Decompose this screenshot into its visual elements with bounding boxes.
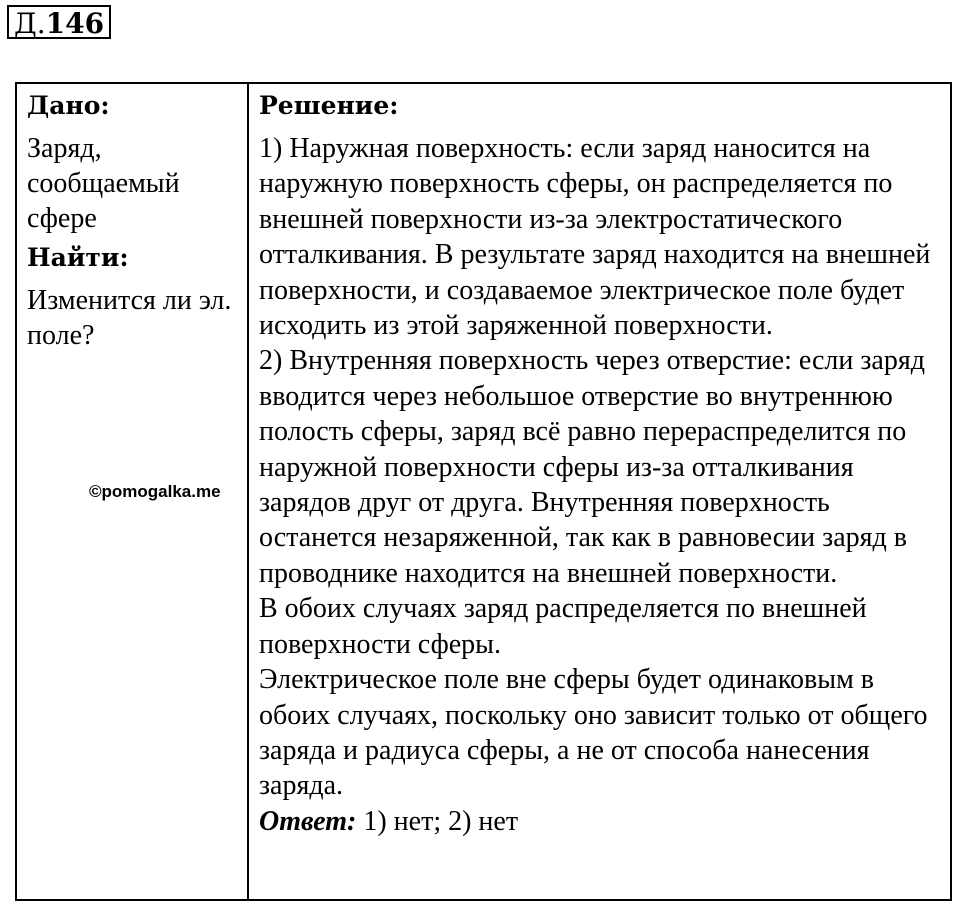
find-text: Изменится ли эл. поле?: [27, 285, 232, 351]
task-number: 146: [45, 7, 105, 40]
solution-paragraph-both: В обоих случаях заряд распределяется по внешней поверхности сферы.: [259, 593, 867, 660]
answer-text: 1) нет; 2) нет: [356, 805, 519, 837]
solution-table: [15, 82, 952, 901]
solution-paragraph-inner: 2) Внутренняя поверхность через отверстие: если заряд вводится через небольшое отверстие во внутреннюю полость сферы, заряд всё равно перераспределится по наружной поверхности сферы из-за отталкивания зарядов друг от друга. Внутренняя поверхность останется незаряженной, так как в равновесии заряд в проводнике находится на внешней поверхности.: [259, 345, 925, 589]
given-column: [27, 88, 242, 353]
solution-paragraph-field: Электрическое поле вне сферы будет одинаковым в обоих случаях, поскольку оно зависит только от общего заряда и радиуса сферы, а не от способа нанесения заряда.: [259, 664, 928, 802]
given-text: Заряд, сообщаемый сфере: [27, 133, 180, 234]
given-heading: Дано:: [27, 91, 110, 120]
solution-column: [259, 88, 949, 839]
solution-heading: Решение:: [259, 91, 399, 120]
find-heading: Найти:: [27, 243, 129, 272]
solution-paragraph-outer: 1) Наружная поверхность: если заряд наносится на наружную поверхность сферы, он распределяется по внешней поверхности из-за электростатического отталкивания. В результате заряд находится на внешней поверхности, и создаваемое электрическое поле будет исходить из этой заряженной поверхности.: [259, 133, 931, 342]
answer-label: Ответ:: [259, 805, 357, 837]
column-divider: [247, 84, 249, 899]
solution-body: [259, 131, 949, 839]
watermark: ©pomogalka.me: [89, 482, 221, 501]
task-prefix: Д.: [14, 7, 46, 40]
task-number-box: [7, 5, 111, 39]
answer-line: [259, 804, 949, 839]
